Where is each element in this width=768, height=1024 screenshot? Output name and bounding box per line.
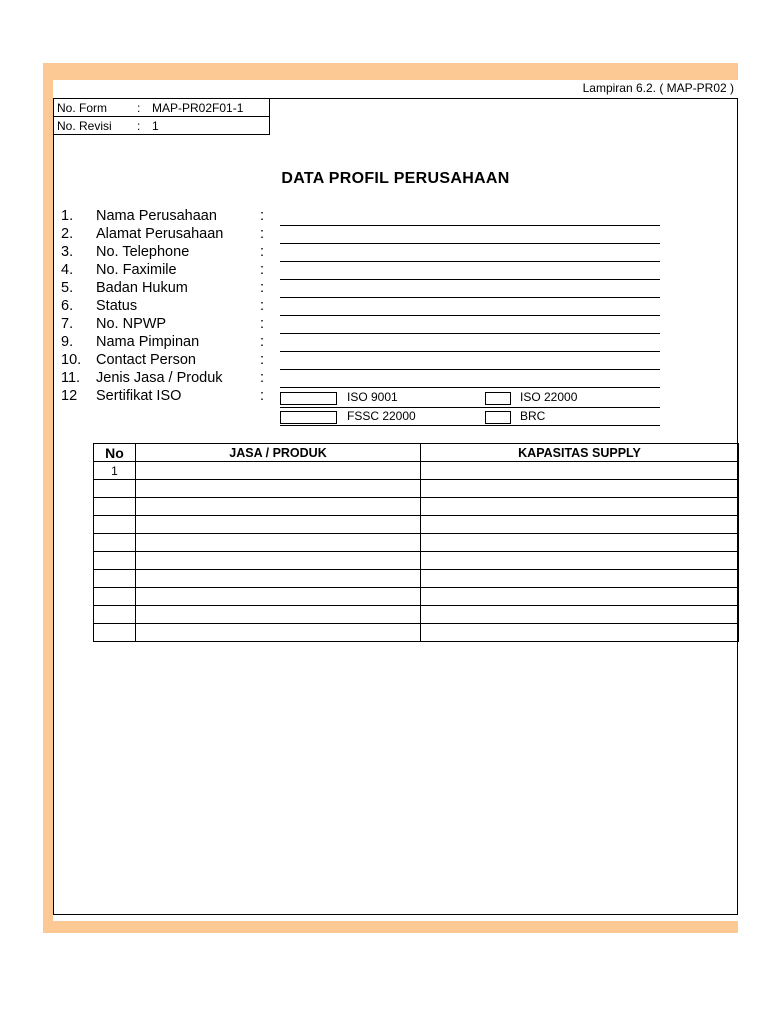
field-number: 4. [61,262,74,278]
table-header-row [94,444,739,462]
cell-jasa-produk[interactable] [136,570,421,588]
iso-checkbox[interactable] [485,411,511,424]
table-row [94,462,739,480]
cell-no[interactable] [94,588,136,606]
lampiran-label: Lampiran 6.2. ( MAP-PR02 ) [582,81,734,95]
field-colon: : [260,388,265,404]
cell-jasa-produk[interactable] [136,516,421,534]
table-row [94,552,739,570]
iso-divider-line [280,407,660,408]
field-label: Badan Hukum [96,280,188,296]
cell-kapasitas-supply[interactable] [421,480,739,498]
table-row [94,570,739,588]
field-row [0,280,768,298]
iso-divider-line [280,425,660,426]
column-header-no: No [94,444,136,462]
cell-jasa-produk[interactable] [136,552,421,570]
field-number: 3. [61,244,74,260]
cell-jasa-produk[interactable] [136,534,421,552]
form-number-colon: : [137,100,141,115]
field-colon: : [260,370,265,386]
cell-kapasitas-supply[interactable] [421,624,739,642]
form-number-row [54,99,270,117]
field-colon: : [260,244,265,260]
field-number: 10. [61,352,82,368]
cell-jasa-produk[interactable] [136,624,421,642]
field-colon: : [260,226,265,242]
iso-checkbox[interactable] [485,392,511,405]
field-colon: : [260,298,265,314]
field-row [0,298,768,316]
field-row [0,352,768,370]
table-row [94,588,739,606]
cell-no[interactable] [94,480,136,498]
product-table [93,443,739,642]
field-label: Nama Pimpinan [96,334,200,350]
field-colon: : [260,280,265,296]
iso-checkbox[interactable] [280,411,337,424]
field-label: No. NPWP [96,316,167,332]
cell-kapasitas-supply[interactable] [421,606,739,624]
table-row [94,606,739,624]
table-row [94,534,739,552]
revision-key: No. Revisi [57,118,112,133]
field-row [0,244,768,262]
field-label: Sertifikat ISO [96,388,182,404]
iso-option-label: ISO 22000 [520,390,578,404]
cell-no[interactable]: 1 [94,462,136,480]
field-number: 12 [61,388,78,404]
field-label: No. Faximile [96,262,177,278]
table-row [94,516,739,534]
field-number: 9. [61,334,74,350]
iso-certification-options [280,390,660,426]
field-colon: : [260,316,265,332]
field-label: Nama Perusahaan [96,208,217,224]
cell-kapasitas-supply[interactable] [421,588,739,606]
field-row [0,370,768,388]
cell-kapasitas-supply[interactable] [421,498,739,516]
cell-kapasitas-supply[interactable] [421,534,739,552]
iso-option-label: FSSC 22000 [347,409,416,423]
cell-kapasitas-supply[interactable] [421,552,739,570]
field-row [0,262,768,280]
cell-jasa-produk[interactable] [136,606,421,624]
field-number: 11. [61,370,81,386]
field-number: 7. [61,316,74,332]
column-header-jasa-produk: JASA / PRODUK [136,444,421,462]
form-number-key: No. Form [57,100,108,115]
field-colon: : [260,262,265,278]
cell-kapasitas-supply[interactable] [421,570,739,588]
revision-colon: : [137,118,141,133]
form-meta-table [53,98,270,135]
cell-no[interactable] [94,516,136,534]
cell-no[interactable] [94,624,136,642]
cell-jasa-produk[interactable] [136,588,421,606]
revision-row [54,117,270,135]
table-row [94,480,739,498]
field-number: 6. [61,298,74,314]
form-number-value: MAP-PR02F01-1 [152,100,244,115]
field-number: 1. [61,208,74,224]
cell-no[interactable] [94,606,136,624]
cell-kapasitas-supply[interactable] [421,516,739,534]
field-row [0,334,768,352]
field-label: Alamat Perusahaan [96,226,224,242]
field-colon: : [260,334,265,350]
field-number: 2. [61,226,74,242]
field-number: 5. [61,280,74,296]
cell-no[interactable] [94,534,136,552]
iso-option-label: BRC [520,409,546,423]
field-colon: : [260,352,265,368]
page-title: DATA PROFIL PERUSAHAAN [281,170,510,187]
cell-jasa-produk[interactable] [136,462,421,480]
cell-jasa-produk[interactable] [136,480,421,498]
table-row [94,498,739,516]
field-row [0,208,768,226]
iso-option[interactable] [280,409,470,425]
cell-kapasitas-supply[interactable] [421,462,739,480]
field-row [0,316,768,334]
column-header-kapasitas-supply: KAPASITAS SUPPLY [421,444,739,462]
field-row [0,226,768,244]
field-label: Contact Person [96,352,196,368]
table-row [94,624,739,642]
cell-no[interactable] [94,552,136,570]
cell-jasa-produk[interactable] [136,498,421,516]
iso-option[interactable] [485,409,660,425]
cell-no[interactable] [94,570,136,588]
cell-no[interactable] [94,498,136,516]
field-label: Jenis Jasa / Produk [96,370,223,386]
field-label: Status [96,298,138,314]
field-label: No. Telephone [96,244,190,260]
iso-checkbox[interactable] [280,392,337,405]
iso-option-label: ISO 9001 [347,390,398,404]
iso-option[interactable] [280,390,470,406]
iso-option[interactable] [485,390,660,406]
field-colon: : [260,208,265,224]
revision-value: 1 [152,118,159,133]
